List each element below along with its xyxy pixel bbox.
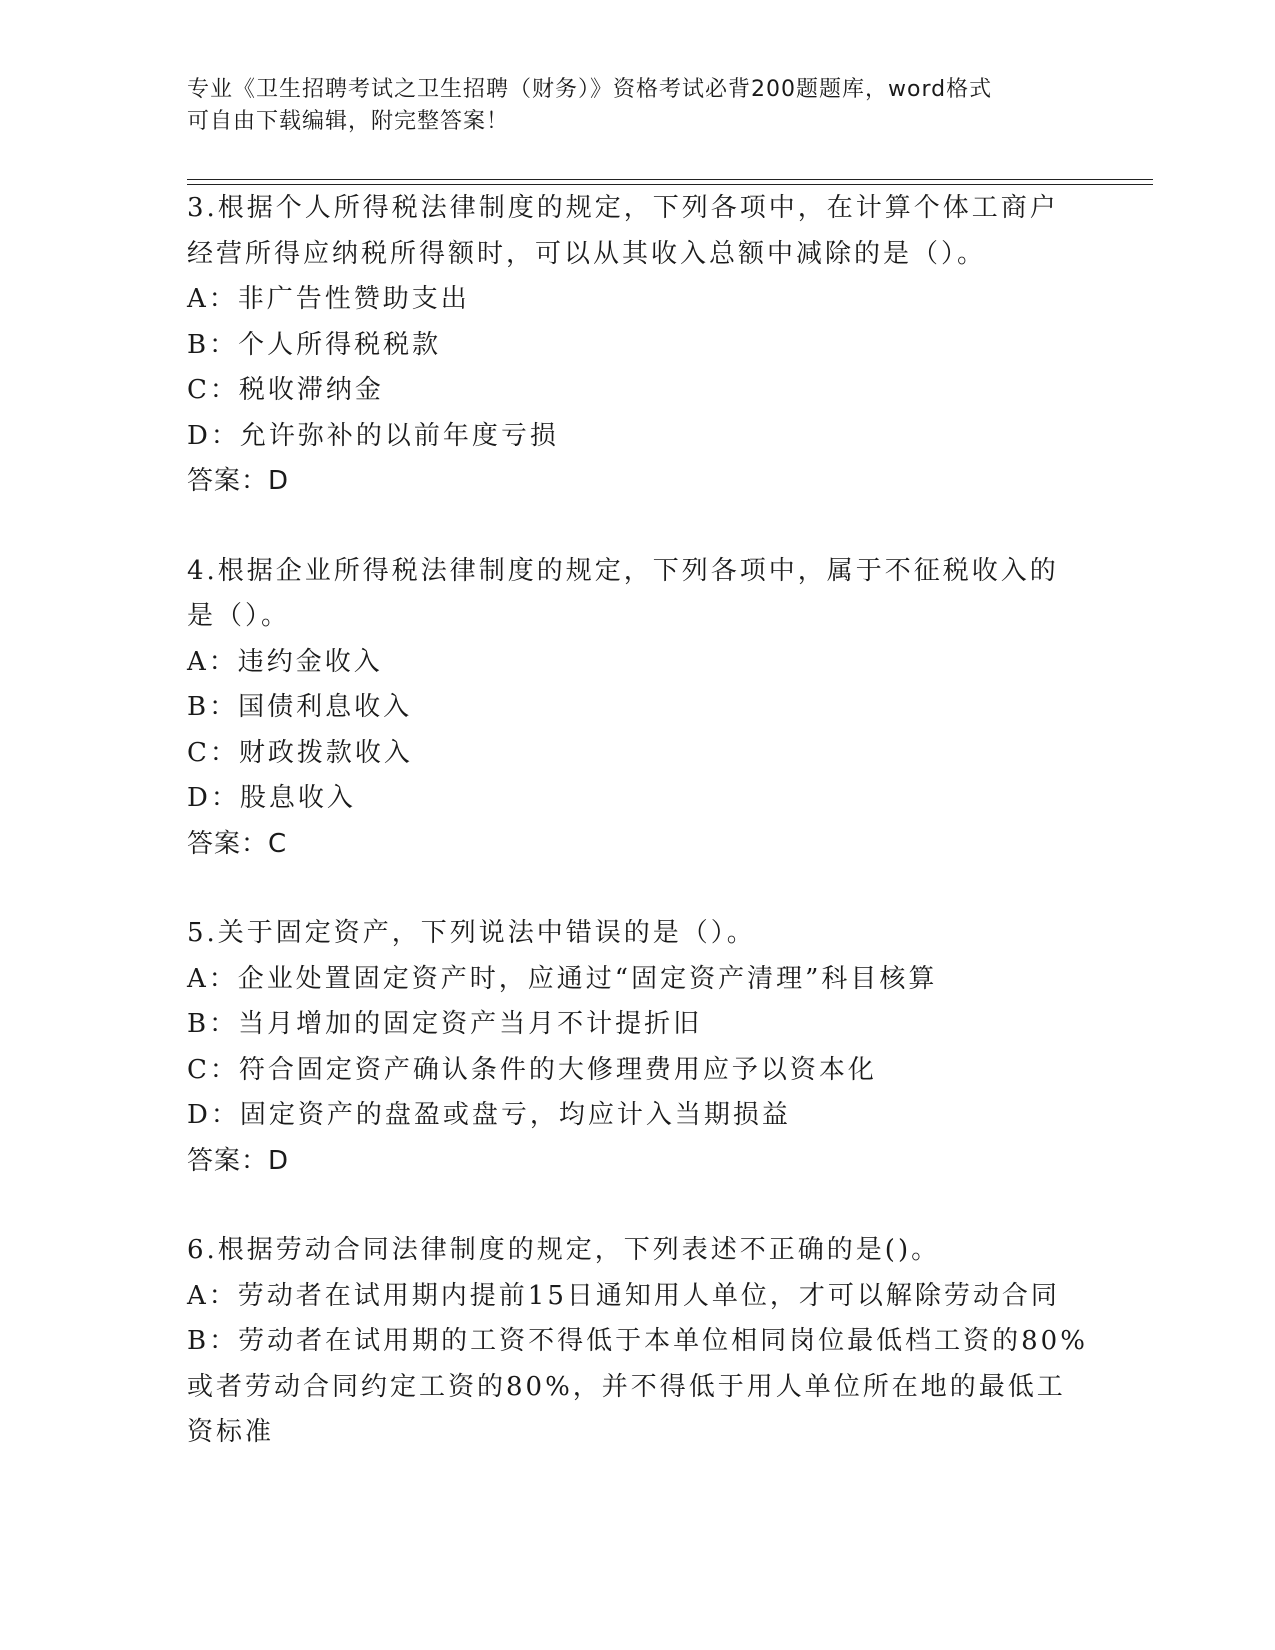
option-b: B：劳动者在试用期的工资不得低于本单位相同岗位最低档工资的80% <box>187 1326 1088 1356</box>
option-c: C：税收滞纳金 <box>187 375 384 405</box>
option-d: D：股息收入 <box>187 783 356 813</box>
header-divider-bottom <box>187 184 1153 185</box>
question-stem-line: 3.根据个人所得税法律制度的规定，下列各项中，在计算个体工商户 <box>187 193 1059 223</box>
option-c: C：符合固定资产确认条件的大修理费用应予以资本化 <box>187 1054 877 1085</box>
question-4 <box>187 549 1087 868</box>
option-a: A：劳动者在试用期内提前15日通知用人单位，才可以解除劳动合同 <box>187 1280 1060 1311</box>
option-a: A：违约金收入 <box>187 646 383 677</box>
option-b-continued: 或者劳动合同约定工资的80%，并不得低于用人单位所在地的最低工 <box>187 1371 1066 1402</box>
question-6 <box>187 1228 1087 1456</box>
answer-label: 答案：C <box>187 828 288 859</box>
option-b: B：国债利息收入 <box>187 692 413 722</box>
answer-label: 答案：D <box>187 1145 290 1176</box>
answer-label: 答案：D <box>187 466 290 496</box>
question-stem-line: 经营所得应纳税所得额时，可以从其收入总额中减除的是（）。 <box>187 238 987 269</box>
option-a: A：企业处置固定资产时，应通过“固定资产清理”科目核算 <box>187 963 938 994</box>
question-list <box>187 186 1087 1456</box>
question-stem-line: 4.根据企业所得税法律制度的规定，下列各项中，属于不征税收入的 <box>187 555 1059 586</box>
option-b: B：当月增加的固定资产当月不计提折旧 <box>187 1009 703 1039</box>
question-stem-line: 是（）。 <box>187 601 291 631</box>
option-a: A：非广告性赞助支出 <box>187 284 470 314</box>
question-3 <box>187 186 1087 505</box>
option-d: D：允许弥补的以前年度亏损 <box>187 420 559 451</box>
option-d: D：固定资产的盘盈或盘亏，均应计入当期损益 <box>187 1100 791 1130</box>
option-b-continued: 资标准 <box>187 1417 275 1447</box>
option-b: B：个人所得税税款 <box>187 329 442 360</box>
question-5 <box>187 911 1087 1184</box>
option-c: C：财政拨款收入 <box>187 737 413 768</box>
document-header <box>187 74 1067 138</box>
question-stem-line: 5.关于固定资产，下列说法中错误的是（）。 <box>187 918 756 948</box>
header-line-2: 可自由下载编辑，附完整答案！ <box>187 109 510 134</box>
question-stem-line: 6.根据劳动合同法律制度的规定，下列表述不正确的是()。 <box>187 1235 941 1265</box>
header-line-1: 专业《卫生招聘考试之卫生招聘（财务）》资格考试必背200题题库，word格式 <box>187 77 993 102</box>
header-divider-top <box>187 179 1153 180</box>
